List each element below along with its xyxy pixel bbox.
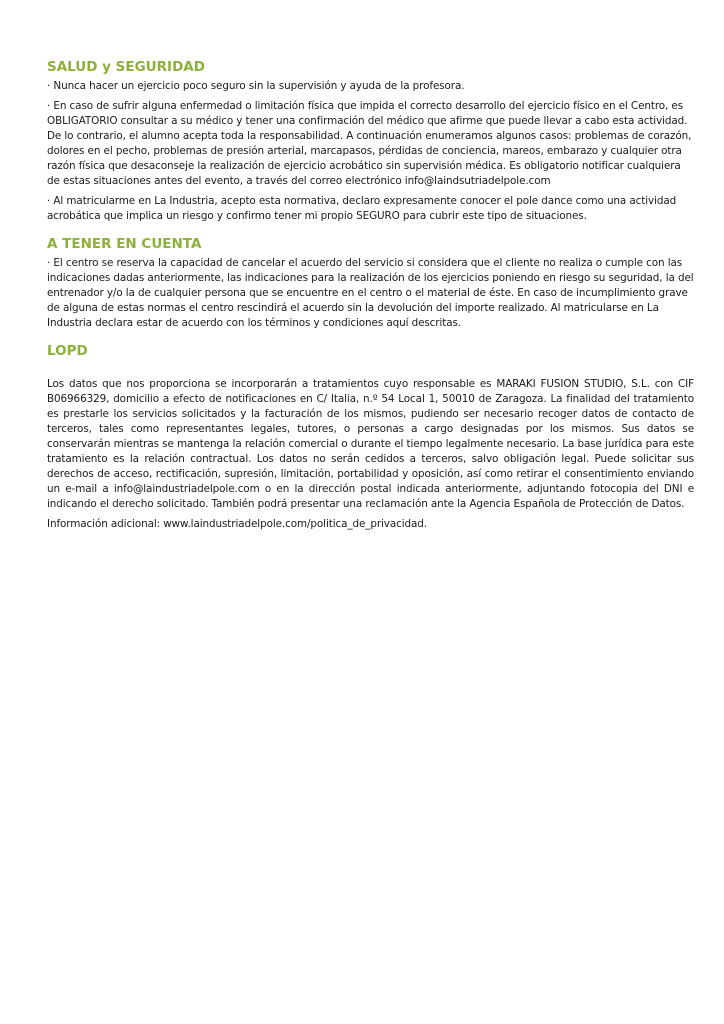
- salud-item-1: · Nunca hacer un ejercicio poco seguro sin la supervisión y ayuda de la profesora.: [47, 80, 465, 92]
- tener-item-1: · El centro se reserva la capacidad de cancelar el acuerdo del servicio si considera que el cliente no realiza o cumple con las indicaciones dadas anteriormente, las indicaciones para la realización de los ejercicios poniendo en riesgo su seguridad, la del entrenador y/o la de cualquier persona que se encuentre en el centro o el material de éste. En caso de incumplimiento grave de alguna de estas normas el centro rescindirá el acuerdo sin la devolución del importe realizado. Al matricularse en La Industria declara estar de acuerdo con los términos y condiciones aquí descritas.: [47, 257, 694, 329]
- tener-section: [47, 235, 694, 331]
- salud-item-3: · Al matricularme en La Industria, acepto esta normativa, declaro expresamente conocer el pole dance como una actividad acrobática que implica un riesgo y confirmo tener mi propio SEGURO para cubrir este tipo de situaciones.: [47, 195, 677, 222]
- salud-item-2: · En caso de sufrir alguna enfermedad o limitación física que impida el correcto desarrollo del ejercicio físico en el Centro, es OBLIGATORIO consultar a su médico y tener una confirmación del médico que afirme que puede llevar a cabo esta actividad. De lo contrario, el alumno acepta toda la responsabilidad. A continuación enumeramos algunos casos: problemas de corazón, dolores en el pecho, problemas de presión arterial, marcapasos, pérdidas de conciencia, mareos, embarazo y cualquier otra razón física que desaconseje la realización de ejercicio acrobático sin supervisión médica. Es obligatorio notificar cualquiera de estas situaciones antes del evento, a través del correo electrónico info@laindsutriadelpole.com: [47, 100, 692, 187]
- lopd-section: [47, 342, 694, 532]
- lopd-additional-info: Información adicional: www.laindustriadelpole.com/politica_de_privacidad.: [47, 518, 427, 530]
- lopd-body: Los datos que nos proporciona se incorporarán a tratamientos cuyo responsable es MARAKI FUSION STUDIO, S.L. con CIF B06966329, domicilio a efecto de notificaciones en C/ Italia, n.º 54 Local 1, 50010 de Zaragoza. La finalidad del tratamiento es prestarle los servicios solicitados y la facturación de los mismos, pudiendo ser necesario recoger datos de contacto de terceros, tales como representantes legales, tutores, o personas a cargo designadas por los mismos. Sus datos se conservarán mientras se mantenga la relación comercial o durante el tiempo legalmente necesario. La base jurídica para este tratamiento es la relación contractual. Los datos no serán cedidos a terceros, salvo obligación legal. Puede solicitar sus derechos de acceso, rectificación, supresión, limitación, portabilidad y oposición, así como retirar el consentimiento enviando un e-mail a info@laindustriadelpole.com o en la dirección postal indicada anteriormente, adjuntando fotocopia del DNI e indicando el derecho solicitado. También podrá presentar una reclamación ante la Agencia Española de Protección de Datos.: [47, 378, 694, 510]
- salud-heading: SALUD y SEGURIDAD: [47, 59, 205, 75]
- lopd-heading: LOPD: [47, 343, 88, 359]
- salud-section: [47, 58, 694, 224]
- tener-heading: A TENER EN CUENTA: [47, 236, 202, 252]
